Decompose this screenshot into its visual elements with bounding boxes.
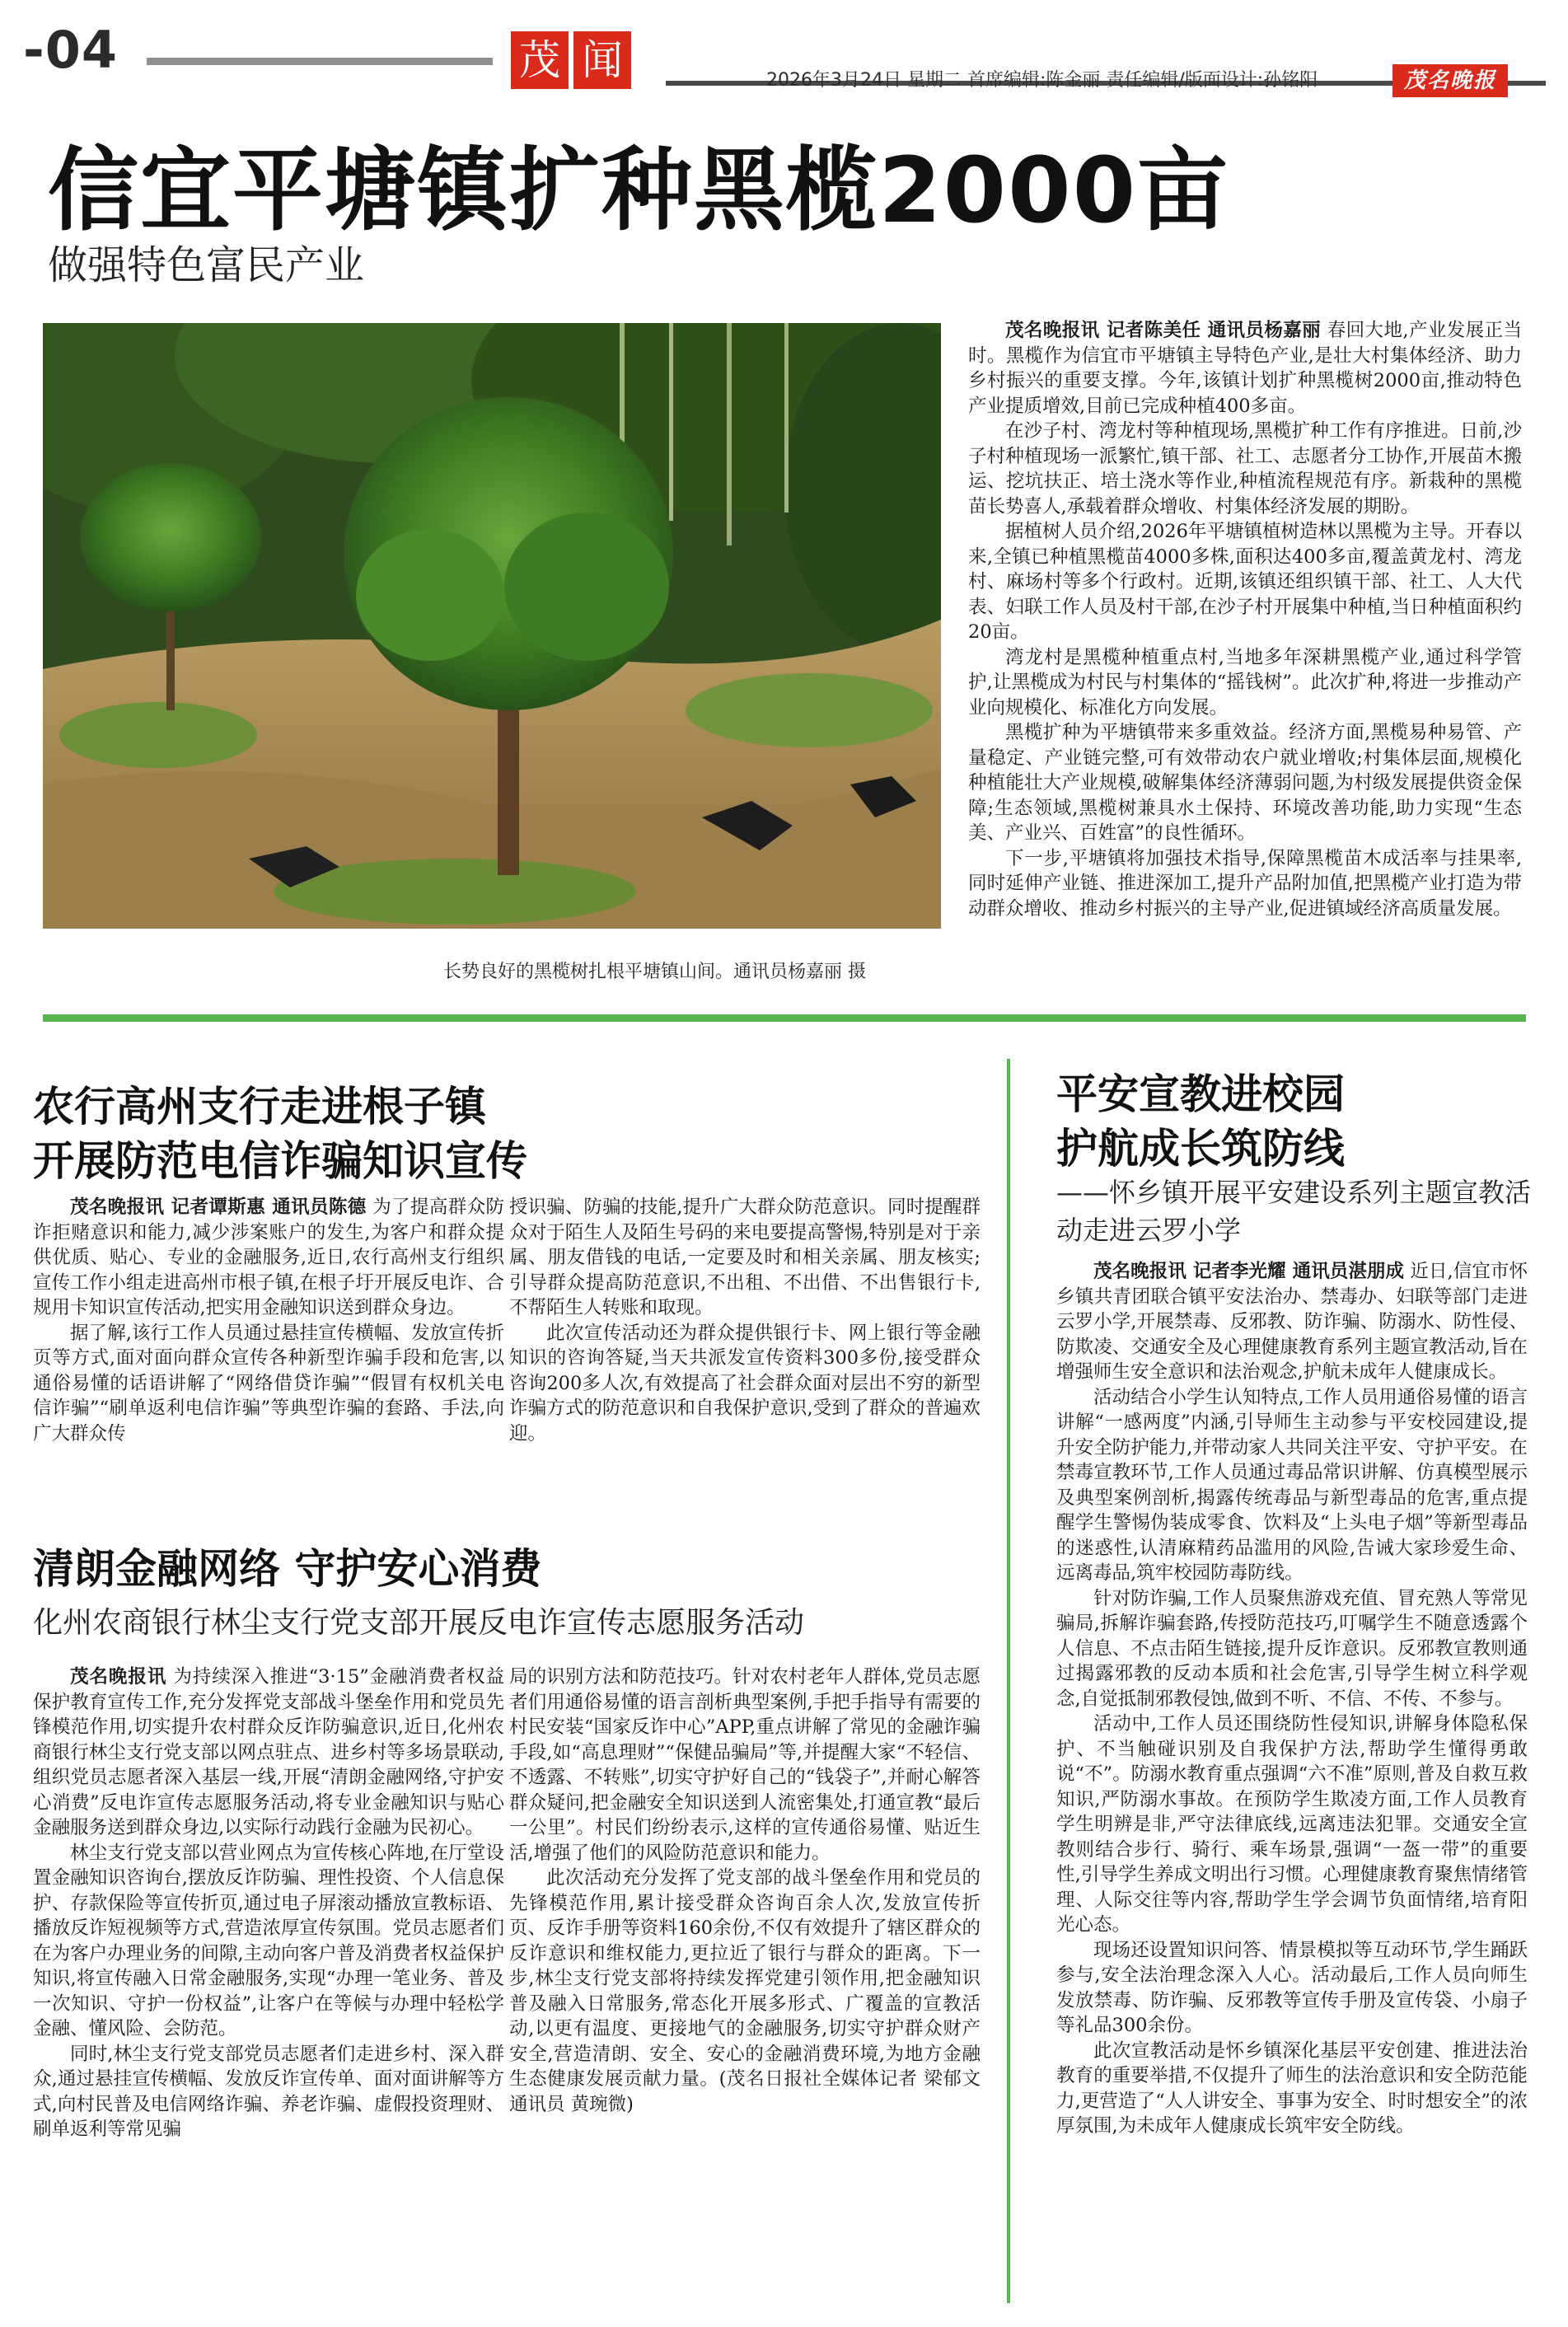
newspaper-logo: 茂名晚报 [1392, 64, 1508, 97]
story4-byline: 茂名晚报讯 记者李光耀 通讯员湛朋成 [1093, 1261, 1405, 1282]
story2-headline: 农行高州支行走进根子镇 开展防范电信诈骗知识宣传 [33, 1083, 527, 1185]
story3-paragraph-3: 同时,林尘支行党支部党员志愿者们走进乡村、深入群众,通过悬挂宣传横幅、发放反诈宣传单、面对面讲解等方式,向村民普及电信网络诈骗、养老诈骗、虚假投资理财、刷单返利等常见骗 [33, 2043, 504, 2140]
story3-paragraph-4: 局的识别方法和防范技巧。针对农村老年人群体,党员志愿者们用通俗易懂的语言剖析典型案例,手把手指导有需要的村民安装“国家反诈中心”APP,重点讲解了常见的金融诈骗手段,如“高息理财”“保健品骗局”等,并提醒大家“不轻信、不透露、不转账”,切实守护好自己的“钱袋子”,并耐心解答群众疑问,把金融安全知识送到人流密集处,打通宣教“最后一公里”。村民们纷纷表示,这样的宣传通俗易懂、贴近生活,增强了他们的风险防范意识和能力。 [509, 1666, 981, 1864]
story2-column-2 [509, 1195, 981, 1524]
lead-paragraph-5: 黑榄扩种为平塘镇带来多重效益。经济方面,黑榄易种易管、产量稳定、产业链完整,可有效带动农户就业增收;村集体层面,规模化种植能壮大产业规模,破解集体经济薄弱问题,为村级发展提供资金保障;生态领域,黑榄树兼具水土保持、环境改善功能,助力实现“生态美、产业兴、百姓富”的良性循环。 [968, 722, 1522, 844]
lead-subheadline: 做强特色富民产业 [48, 242, 365, 288]
story4-paragraph-5: 现场还设置知识问答、情景模拟等互动环节,学生踊跃参与,安全法治理念深入人心。活动最后,工作人员向师生发放禁毒、防诈骗、反邪教等宣传手册及宣传袋、小扇子等礼品300余份。 [1056, 1939, 1528, 2036]
lead-headline: 信宜平塘镇扩种黑榄2000亩 [48, 138, 1230, 243]
story3-headline: 清朗金融网络 守护安心消费 [33, 1545, 542, 1593]
lead-article-body [968, 318, 1522, 1000]
lead-byline: 茂名晚报讯 记者陈美任 通讯员杨嘉丽 [1005, 320, 1322, 341]
section-label-char-2: 闻 [573, 31, 631, 89]
page-number: -04 [23, 20, 119, 80]
column-divider [1007, 1059, 1010, 2303]
story4-paragraph-1: 茂名晚报讯 记者李光耀 通讯员湛朋成 近日,信宜市怀乡镇共青团联合镇平安法治办、禁毒办、妇联等部门走进云罗小学,开展禁毒、反邪教、防诈骗、防溺水、防性侵、防欺凌、交通安全及心理健康教育系列主题宣教活动,旨在增强师生安全意识和法治观念,护航未成年人健康成长。 [1056, 1261, 1528, 1383]
story3-paragraph-5: 此次活动充分发挥了党支部的战斗堡垒作用和党员的先锋模范作用,累计接受群众咨询百余人次,发放宣传折页、反诈手册等资料160余份,不仅有效提升了辖区群众的反诈意识和维权能力,更拉近了银行与群众的距离。下一步,林尘支行党支部将持续发挥党建引领作用,把金融知识普及融入日常服务,常态化开展多形式、广覆盖的宣教活动,以更有温度、更接地气的金融服务,切实守护群众财产安全,营造清朗、安全、安心的金融消费环境,为地方金融生态健康发展贡献力量。(茂名日报社全媒体记者 梁郁文 通讯员 黄琬微) [509, 1867, 981, 2115]
story4-paragraph-2: 活动结合小学生认知特点,工作人员用通俗易懂的语言讲解“一感两度”内涵,引导师生主动参与平安校园建设,提升安全防护能力,并带动家人共同关注平安、守护平安。在禁毒宣教环节,工作人员通过毒品常识讲解、仿真模型展示及典型案例剖析,揭露传统毒品与新型毒品的危害,重点提醒学生警惕伪装成零食、饮料及“上头电子烟”等新型毒品的迷惑性,认清麻精药品滥用的风险,告诫大家珍爱生命、远离毒品,筑牢校园防毒防线。 [1056, 1386, 1528, 1584]
story4-article-body [1056, 1259, 1528, 2315]
story3-column-1 [33, 1664, 504, 2315]
lead-paragraph-3: 据植树人员介绍,2026年平塘镇植树造林以黑榄为主导。开春以来,全镇已种植黑榄苗4000多株,面积达400多亩,覆盖黄龙村、湾龙村、麻场村等多个行政村。近期,该镇还组织镇干部、社工、人大代表、妇联工作人员及村干部,在沙子村开展集中种植,当日种植面积约20亩。 [968, 521, 1522, 643]
section-divider [43, 1014, 1526, 1022]
story2-byline: 茂名晚报讯 记者谭斯惠 通讯员陈德 [70, 1196, 367, 1218]
lead-paragraph-6: 下一步,平塘镇将加强技术指导,保障黑榄苗木成活率与挂果率,同时延伸产业链、推进深加工,提升产品附加值,把黑榄产业打造为带动群众增收、推动乡村振兴的主导产业,促进镇域经济高质量发展。 [968, 847, 1522, 920]
masthead-info: 2026年3月24日 星期二 首席编辑:陈金丽 责任编辑/版面设计:孙铭阳 [766, 70, 1318, 91]
olive-tree-illustration [43, 323, 941, 929]
story2-paragraph-3: 授识骗、防骗的技能,提升广大群众防范意识。同时提醒群众对于陌生人及陌生号码的来电要提高警惕,特别是对于亲属、朋友借钱的电话,一定要及时和相关亲属、朋友核实;引导群众提高防范意识,不出租、不出借、不出售银行卡,不帮陌生人转账和取现。 [509, 1196, 981, 1318]
story3-paragraph-2: 林尘支行党支部以营业网点为宣传核心阵地,在厅堂设置金融知识咨询台,摆放反诈防骗、理性投资、个人信息保护、存款保险等宣传折页,通过电子屏滚动播放宣教标语、播放反诈短视频等方式,营造浓厚宣传氛围。党员志愿者们在为客户办理业务的间隙,主动向客户普及消费者权益保护知识,将宣传融入日常金融服务,实现“办理一笔业务、普及一次知识、守护一份权益”,让客户在等候与办理中轻松学金融、懂风险、会防范。 [33, 1842, 504, 2039]
masthead-rule-left [147, 58, 493, 65]
story2-paragraph-4: 此次宣传活动还为群众提供银行卡、网上银行等金融知识的咨询答疑,当天共派发宣传资料300多份,接受群众咨询200多人次,有效提高了社会群众面对层出不穷的新型诈骗方式的防范意识和自我保护意识,受到了群众的普遍欢迎。 [509, 1322, 981, 1444]
story4-paragraph-6: 此次宣教活动是怀乡镇深化基层平安创建、推进法治教育的重要举措,不仅提升了师生的法治意识和安全防范能力,更营造了“人人讲安全、事事为安全、时时想安全”的浓厚氛围,为未成年人健康成长筑牢安全防线。 [1056, 2039, 1528, 2137]
story3-byline: 茂名晚报讯 [70, 1666, 167, 1688]
story4-subheadline: ——怀乡镇开展平安建设系列主题宣教活动走进云罗小学 [1056, 1177, 1532, 1246]
lead-paragraph-1: 茂名晚报讯 记者陈美任 通讯员杨嘉丽 春回大地,产业发展正当时。黑榄作为信宜市平塘镇主导特色产业,是壮大村集体经济、助力乡村振兴的重要支撑。今年,该镇计划扩种黑榄树2000亩,推动特色产业提质增效,目前已完成种植400多亩。 [968, 320, 1522, 417]
lead-photo [43, 323, 941, 929]
photo-caption: 长势良好的黑榄树扎根平塘镇山间。通讯员杨嘉丽 摄 [443, 962, 866, 982]
story3-paragraph-1: 茂名晚报讯 为持续深入推进“3·15”金融消费者权益保护教育宣传工作,充分发挥党支部战斗堡垒作用和党员先锋模范作用,切实提升农村群众反诈防骗意识,近日,化州农商银行林尘支行党支部以网点驻点、进乡村等多场景联动,组织党员志愿者深入基层一线,开展“清朗金融网络,守护安心消费”反电诈宣传志愿服务活动,将专业金融知识与贴心金融服务送到群众身边,以实际行动践行金融为民初心。 [33, 1666, 504, 1838]
story4-headline: 平安宣教进校园 护航成长筑防线 [1056, 1070, 1345, 1173]
section-label-char-1: 茂 [511, 31, 569, 89]
story2-paragraph-1: 茂名晚报讯 记者谭斯惠 通讯员陈德 为了提高群众防诈拒赌意识和能力,减少涉案账户的发生,为客户和群众提供优质、贴心、专业的金融服务,近日,农行高州支行组织宣传工作小组走进高州市根子镇,在根子圩开展反电诈、合规用卡知识宣传活动,把实用金融知识送到群众身边。 [33, 1196, 504, 1318]
story2-paragraph-2: 据了解,该行工作人员通过悬挂宣传横幅、发放宣传折页等方式,面对面向群众宣传各种新型诈骗手段和危害,以通俗易懂的话语讲解了“网络借贷诈骗”“假冒有权机关电信诈骗”“刷单返利电信诈骗”等典型诈骗的套路、手法,向广大群众传 [33, 1322, 504, 1444]
lead-paragraph-2: 在沙子村、湾龙村等种植现场,黑榄扩种工作有序推进。日前,沙子村种植现场一派繁忙,镇干部、社工、志愿者分工协作,开展苗木搬运、挖坑扶正、培土浇水等作业,种植流程规范有序。新栽种的黑榄苗长势喜人,承载着群众增收、村集体经济发展的期盼。 [968, 420, 1522, 517]
lead-paragraph-4: 湾龙村是黑榄种植重点村,当地多年深耕黑榄产业,通过科学管护,让黑榄成为村民与村集体的“摇钱树”。此次扩种,将进一步推动产业向规模化、标准化方向发展。 [968, 646, 1522, 719]
story2-column-1 [33, 1195, 504, 1524]
story4-paragraph-3: 针对防诈骗,工作人员聚焦游戏充值、冒充熟人等常见骗局,拆解诈骗套路,传授防范技巧,叮嘱学生不随意透露个人信息、不点击陌生链接,提升反诈意识。反邪教宣教则通过揭露邪教的反动本质和社会危害,引导学生树立科学观念,自觉抵制邪教侵蚀,做到不听、不信、不传、不参与。 [1056, 1587, 1528, 1710]
story4-paragraph-4: 活动中,工作人员还围绕防性侵知识,讲解身体隐私保护、不当触碰识别及自我保护方法,帮助学生懂得勇敢说“不”。防溺水教育重点强调“六不准”原则,普及自救互救知识,严防溺水事故。在预防学生欺凌方面,工作人员教育学生明辨是非,严守法律底线,远离违法犯罪。交通安全宣教则结合步行、骑行、乘车场景,强调“一盔一带”的重要性,引导学生养成文明出行习惯。心理健康教育聚焦情绪管理、人际交往等内容,帮助学生学会调节负面情绪,培育阳光心态。 [1056, 1713, 1528, 1936]
story3-column-2 [509, 1664, 981, 2315]
story3-subheadline: 化州农商银行林尘支行党支部开展反电诈宣传志愿服务活动 [33, 1606, 805, 1640]
